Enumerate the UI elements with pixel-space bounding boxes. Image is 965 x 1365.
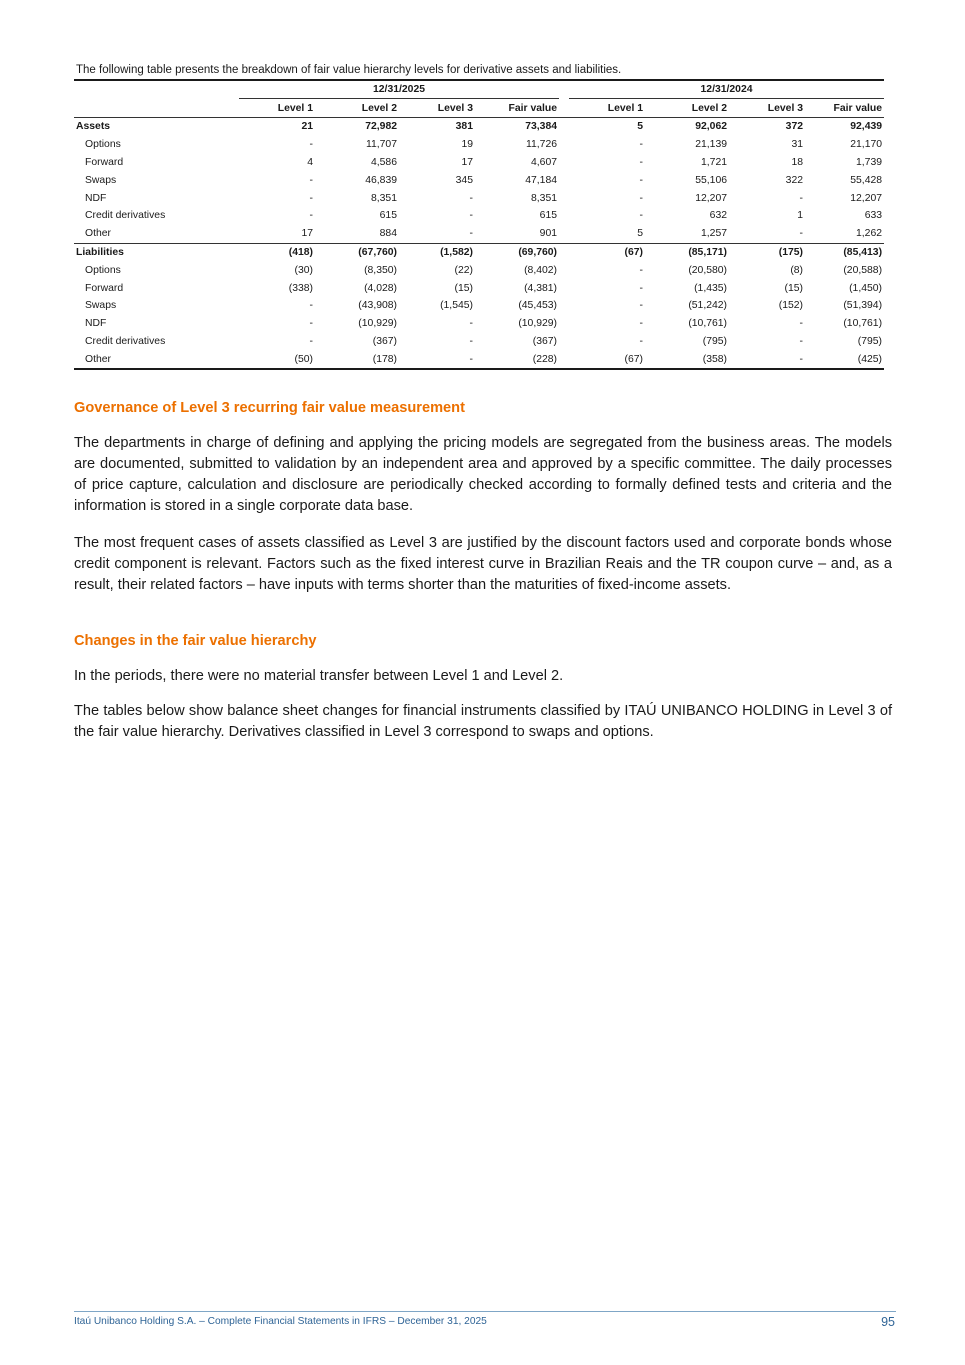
cell-value: 4,607: [531, 156, 558, 168]
cell-value: (67): [569, 243, 645, 261]
cell-value: (10,761): [688, 318, 728, 330]
cell-value: -: [469, 192, 473, 204]
cell-value: (15): [454, 282, 473, 294]
table-row: [74, 225, 884, 243]
cell-value: 4: [307, 156, 313, 168]
cell-value: 92,439: [805, 118, 884, 136]
column-gap: [559, 154, 569, 172]
column-gap: [559, 315, 569, 333]
cell-value: 55,428: [850, 174, 883, 186]
column-gap: [559, 207, 569, 225]
row-label: NDF: [85, 192, 107, 204]
cell-value: -: [309, 192, 313, 204]
row-label: Other: [85, 228, 111, 240]
cell-value: 55,106: [695, 174, 728, 186]
col-level3-2024: Level 3: [729, 99, 805, 118]
cell-value: -: [799, 228, 804, 240]
cell-value: (85,413): [805, 243, 884, 261]
fair-value-table: [74, 79, 884, 370]
cell-value: 8,351: [531, 192, 558, 204]
cell-value: 633: [864, 210, 883, 222]
section-label: Assets: [74, 118, 239, 136]
cell-value: (20,580): [688, 264, 728, 276]
cell-value: 1: [797, 210, 804, 222]
cell-value: 18: [791, 156, 804, 168]
cell-value: (22): [454, 264, 473, 276]
table-row: [74, 333, 884, 351]
cell-value: -: [399, 350, 475, 369]
col-level3-2025: Level 3: [399, 99, 475, 118]
cell-value: (178): [315, 350, 399, 369]
cell-value: 322: [785, 174, 804, 186]
cell-value: 1,262: [856, 228, 883, 240]
cell-value: 21,170: [850, 139, 883, 151]
cell-value: 19: [461, 139, 473, 151]
cell-value: 1,257: [701, 228, 728, 240]
cell-value: -: [309, 335, 313, 347]
col-level2-2025: Level 2: [315, 99, 399, 118]
column-gap: [559, 225, 569, 243]
table-row: [74, 297, 884, 315]
cell-value: 17: [461, 156, 473, 168]
cell-value: 12,207: [695, 192, 728, 204]
cell-value: (69,760): [475, 243, 559, 261]
table-row: [74, 136, 884, 154]
row-label: Credit derivatives: [85, 335, 166, 347]
cell-value: (8,350): [364, 264, 397, 276]
table-row: [74, 350, 884, 369]
governance-heading: Governance of Level 3 recurring fair value measurement: [74, 400, 465, 416]
column-gap: [559, 243, 569, 261]
column-gap: [559, 261, 569, 279]
cell-value: (1,450): [849, 282, 883, 294]
cell-value: (43,908): [358, 300, 397, 312]
cell-value: 884: [379, 228, 397, 240]
column-gap: [559, 136, 569, 154]
cell-value: (795): [857, 335, 883, 347]
cell-value: -: [799, 318, 804, 330]
cell-value: 1,721: [701, 156, 728, 168]
table-intro: The following table presents the breakdown of fair value hierarchy levels for derivative assets and liabilities.: [76, 64, 622, 76]
cell-value: (358): [645, 350, 729, 369]
cell-value: (45,453): [518, 300, 558, 312]
governance-paragraph-2: The most frequent cases of assets classified as Level 3 are justified by the discount factors used and corporate bonds whose credit component is relevant. Factors such as the fixed interest curve in Brazilian Reais and the TR coupon curve – and, as a result, their related factors – have inputs with terms shorter than the maturities of fixed-income assets.: [74, 535, 892, 593]
cell-value: (67,760): [315, 243, 399, 261]
column-gap: [559, 297, 569, 315]
cell-value: 345: [455, 174, 473, 186]
col-level2-2024: Level 2: [645, 99, 729, 118]
cell-value: 46,839: [365, 174, 397, 186]
cell-value: 5: [569, 118, 645, 136]
cell-value: (4,381): [524, 282, 558, 294]
cell-value: (85,171): [645, 243, 729, 261]
cell-value: -: [639, 282, 644, 294]
cell-value: -: [639, 264, 644, 276]
table-row: [74, 261, 884, 279]
cell-value: -: [469, 318, 473, 330]
cell-value: -: [639, 156, 644, 168]
cell-value: 12,207: [850, 192, 883, 204]
cell-value: (367): [532, 335, 558, 347]
cell-value: 4,586: [370, 156, 397, 168]
column-gap: [559, 350, 569, 369]
cell-value: (338): [288, 282, 313, 294]
cell-value: (1,582): [399, 243, 475, 261]
cell-value: -: [309, 210, 313, 222]
section-total-row: [74, 243, 884, 261]
cell-value: -: [639, 210, 644, 222]
cell-value: (50): [239, 350, 315, 369]
cell-value: -: [309, 300, 313, 312]
cell-value: (228): [475, 350, 559, 369]
cell-value: 615: [539, 210, 558, 222]
cell-value: (152): [778, 300, 804, 312]
cell-value: (1,545): [440, 300, 473, 312]
cell-value: (425): [805, 350, 884, 369]
period-2024-header: 12/31/2024: [569, 80, 884, 99]
section-total-row: [74, 118, 884, 136]
cell-value: -: [639, 335, 644, 347]
row-label: Swaps: [85, 300, 117, 312]
cell-value: (8): [790, 264, 804, 276]
row-label: Options: [85, 264, 121, 276]
cell-value: -: [639, 300, 644, 312]
table-row: [74, 171, 884, 189]
cell-value: 372: [729, 118, 805, 136]
col-fairvalue-2024: Fair value: [805, 99, 884, 118]
row-label: Swaps: [85, 174, 117, 186]
cell-value: -: [639, 318, 644, 330]
page-number: 95: [881, 1315, 895, 1329]
cell-value: (1,435): [694, 282, 728, 294]
cell-value: 901: [539, 228, 558, 240]
row-label: Forward: [85, 156, 124, 168]
cell-value: (10,761): [843, 318, 883, 330]
cell-value: 72,982: [315, 118, 399, 136]
cell-value: 615: [379, 210, 397, 222]
cell-value: -: [799, 335, 804, 347]
col-level1-2024: Level 1: [569, 99, 645, 118]
cell-value: -: [309, 174, 313, 186]
cell-value: -: [639, 192, 644, 204]
cell-value: (8,402): [524, 264, 558, 276]
cell-value: -: [469, 210, 473, 222]
cell-value: (418): [239, 243, 315, 261]
col-level1-2025: Level 1: [239, 99, 315, 118]
cell-value: (15): [784, 282, 804, 294]
column-gap: [559, 118, 569, 136]
cell-value: -: [469, 228, 473, 240]
cell-value: (367): [372, 335, 397, 347]
cell-value: -: [799, 192, 804, 204]
cell-value: 31: [791, 139, 804, 151]
row-label: Forward: [85, 282, 124, 294]
cell-value: 17: [301, 228, 313, 240]
changes-heading: Changes in the fair value hierarchy: [74, 633, 317, 649]
table-row: [74, 154, 884, 172]
col-fairvalue-2025: Fair value: [475, 99, 559, 118]
row-label: Other: [74, 350, 239, 369]
cell-value: (51,242): [688, 300, 728, 312]
table-row: [74, 189, 884, 207]
section-label: Liabilities: [74, 243, 239, 261]
column-gap: [559, 189, 569, 207]
cell-value: -: [729, 350, 805, 369]
cell-value: 92,062: [645, 118, 729, 136]
cell-value: (51,394): [843, 300, 883, 312]
cell-value: (67): [569, 350, 645, 369]
cell-value: (20,588): [843, 264, 883, 276]
cell-value: 11,707: [365, 139, 397, 151]
row-label: NDF: [85, 318, 107, 330]
footer-text: Itaú Unibanco Holding S.A. – Complete Financial Statements in IFRS – December 31, 2025: [74, 1316, 487, 1327]
period-2025-header: 12/31/2025: [239, 80, 559, 99]
cell-value: 73,384: [475, 118, 559, 136]
cell-value: (10,929): [358, 318, 397, 330]
cell-value: (175): [729, 243, 805, 261]
cell-value: 11,726: [526, 139, 558, 151]
cell-value: (4,028): [364, 282, 397, 294]
cell-value: -: [469, 335, 473, 347]
column-gap: [559, 171, 569, 189]
cell-value: -: [639, 174, 644, 186]
cell-value: 1,739: [856, 156, 883, 168]
changes-paragraph-2: The tables below show balance sheet changes for financial instruments classified by ITAÚ UNIBANCO HOLDING in Level 3 of the fair value hierarchy. Derivatives classified in Level 3 correspond to swaps and options.: [74, 703, 892, 740]
cell-value: -: [639, 139, 644, 151]
changes-paragraph-1: In the periods, there were no material transfer between Level 1 and Level 2.: [74, 668, 564, 684]
cell-value: (30): [294, 264, 313, 276]
column-gap: [559, 279, 569, 297]
cell-value: 5: [637, 228, 644, 240]
row-label: Options: [85, 139, 121, 151]
cell-value: (795): [702, 335, 728, 347]
cell-value: (10,929): [518, 318, 558, 330]
cell-value: 47,184: [525, 174, 558, 186]
cell-value: 632: [709, 210, 728, 222]
cell-value: 381: [399, 118, 475, 136]
column-gap: [559, 333, 569, 351]
cell-value: 21,139: [695, 139, 728, 151]
cell-value: -: [309, 318, 313, 330]
table-row: [74, 279, 884, 297]
table-row: [74, 207, 884, 225]
footer-divider: [74, 1311, 896, 1312]
table-row: [74, 315, 884, 333]
column-header-row: [74, 99, 884, 118]
governance-paragraph-1: The departments in charge of defining and applying the pricing models are segregated from the business areas. The models are documented, submitted to validation by an independent area and approved by a specific committee. The daily processes of price capture, calculation and disclosure are periodically checked according to formally defined tests and criteria and the information is stored in a single corporate data base.: [74, 435, 892, 514]
cell-value: 21: [239, 118, 315, 136]
period-header-row: [74, 80, 884, 99]
cell-value: -: [309, 139, 313, 151]
cell-value: 8,351: [370, 192, 397, 204]
row-label: Credit derivatives: [85, 210, 166, 222]
